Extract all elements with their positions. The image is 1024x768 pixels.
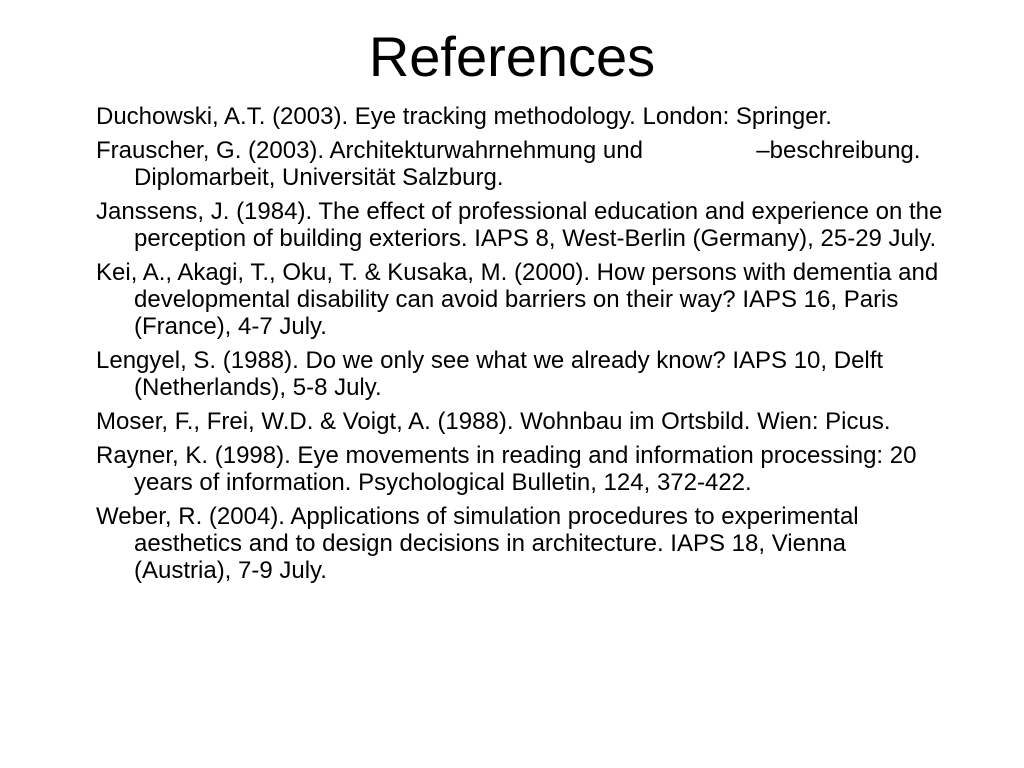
reference-item: Kei, A., Akagi, T., Oku, T. & Kusaka, M. (2000). How persons with dementia and developmental disability can avoid barriers on their way? IAPS 16, Paris (France), 4-7 July.	[96, 259, 939, 340]
reference-item: Rayner, K. (1998). Eye movements in reading and information processing: 20 years of information. Psychological Bulletin, 124, 372-422.	[96, 442, 917, 496]
reference-item: Weber, R. (2004). Applications of simulation procedures to experimental aesthetics and to design decisions in architecture. IAPS 18, Vienna (Austria), 7-9 July.	[96, 503, 859, 584]
reference-list	[96, 103, 946, 591]
reference-item: Duchowski, A.T. (2003). Eye tracking methodology. London: Springer.	[96, 103, 832, 130]
slide-title: References	[368, 25, 656, 88]
reference-item: Lengyel, S. (1988). Do we only see what we already know? IAPS 10, Delft (Netherlands), 5-8 July.	[96, 347, 884, 401]
reference-item: Frauscher, G. (2003). Architekturwahrnehmung und –beschreibung. Diplomarbeit, Universität Salzburg.	[96, 137, 921, 191]
reference-item: Moser, F., Frei, W.D. & Voigt, A. (1988). Wohnbau im Ortsbild. Wien: Picus.	[96, 408, 891, 435]
reference-item: Janssens, J. (1984). The effect of professional education and experience on the perception of building exteriors. IAPS 8, West-Berlin (Germany), 25-29 July.	[96, 198, 943, 252]
